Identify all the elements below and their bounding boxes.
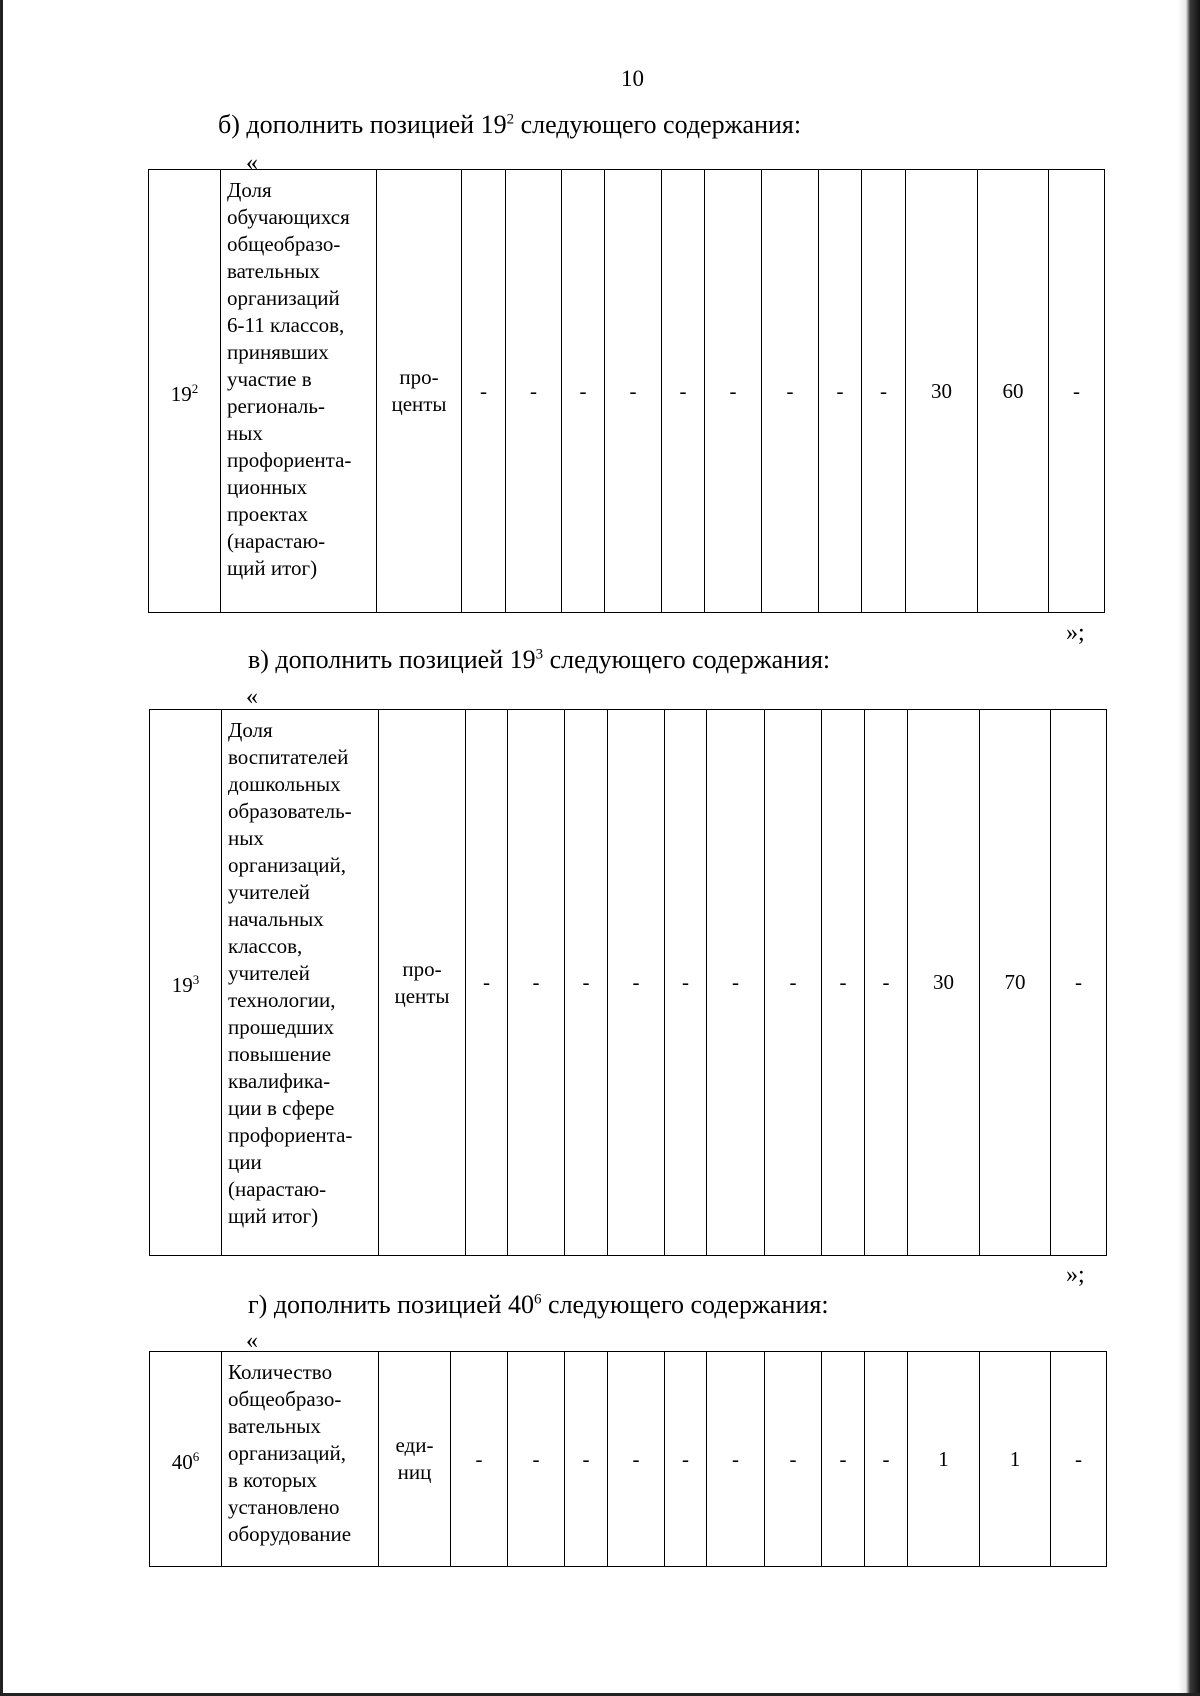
description-line: щий итог) — [228, 1204, 319, 1228]
value-cell: - — [605, 170, 662, 613]
value-cell: - — [451, 1352, 508, 1567]
description-line: профориента- — [227, 448, 352, 472]
unit-line: центы — [391, 392, 447, 416]
indicator-description — [222, 1352, 379, 1567]
scan-edge — [0, 0, 3, 1696]
indicator-description — [221, 170, 377, 613]
description-line: ционных — [227, 475, 308, 499]
description-line: щий итог) — [227, 556, 318, 580]
value-cell: - — [665, 1352, 707, 1567]
value-cell: - — [1051, 1352, 1107, 1567]
description-line: установлено — [228, 1495, 340, 1519]
description-line: ных — [228, 826, 264, 850]
unit-cell — [379, 710, 466, 1256]
unit-cell — [377, 170, 462, 613]
description-line: 6-11 классов, — [227, 313, 345, 337]
position-number: $19^3$ — [150, 710, 222, 1256]
position-number: $19^2$ — [149, 170, 221, 613]
value-cell: 60 — [978, 170, 1049, 613]
description-line: учителей — [228, 961, 310, 985]
description-line: организаций — [227, 286, 340, 310]
value-cell: 30 — [908, 710, 980, 1256]
value-cell: - — [608, 710, 665, 1256]
description-line: учителей — [228, 880, 310, 904]
description-line: ных — [227, 421, 263, 445]
value-cell: - — [765, 1352, 822, 1567]
unit-line: еди- — [395, 1433, 434, 1457]
description-line: Доля — [227, 178, 272, 202]
description-line: проектах — [227, 502, 308, 526]
closing-quote: »; — [1066, 1262, 1085, 1288]
value-cell: - — [865, 1352, 908, 1567]
unit-line: ниц — [397, 1460, 432, 1484]
description-line: Количество — [228, 1360, 333, 1384]
position-number: $40^6$ — [150, 1352, 222, 1567]
value-cell: - — [1051, 710, 1107, 1256]
value-cell: - — [862, 170, 906, 613]
scan-edge — [1178, 0, 1200, 1696]
value-cell: - — [705, 170, 762, 613]
value-cell: - — [562, 170, 605, 613]
value-cell: - — [707, 710, 765, 1256]
position-table — [149, 1351, 1107, 1567]
description-line: общеобразо- — [227, 232, 341, 256]
description-line: профориента- — [228, 1123, 353, 1147]
description-line: в которых — [228, 1468, 318, 1492]
value-cell: 1 — [908, 1352, 980, 1567]
position-table — [148, 169, 1105, 613]
description-line: прошедших — [228, 1015, 335, 1039]
table-row — [150, 710, 1107, 1256]
value-cell: - — [822, 1352, 865, 1567]
position-table — [149, 709, 1107, 1256]
description-line: (нарастаю- — [228, 1177, 327, 1201]
description-line: принявших — [227, 340, 329, 364]
value-cell: - — [565, 1352, 608, 1567]
description-line: общеобразо- — [228, 1387, 342, 1411]
value-cell: 70 — [980, 710, 1051, 1256]
opening-quote: « — [246, 1328, 258, 1354]
description-line: Доля — [228, 718, 273, 742]
value-cell: - — [822, 710, 865, 1256]
description-line: повышение — [228, 1042, 332, 1066]
value-cell: - — [665, 710, 707, 1256]
opening-quote: « — [246, 684, 258, 710]
page-number: 10 — [621, 66, 644, 91]
table-row — [150, 1352, 1107, 1567]
value-cell: - — [506, 170, 562, 613]
value-cell: - — [819, 170, 862, 613]
description-line: воспитателей — [228, 745, 349, 769]
description-line: образователь- — [228, 799, 352, 823]
section-heading: б) дополнить позицией $19^2$ следующего содержания: — [218, 110, 802, 139]
description-line: классов, — [228, 934, 303, 958]
value-cell: 1 — [980, 1352, 1051, 1567]
value-cell: - — [865, 710, 908, 1256]
description-line: квалифика- — [228, 1069, 331, 1093]
closing-quote: »; — [1066, 620, 1085, 646]
table-row — [149, 170, 1105, 613]
section-heading: г) дополнить позицией $40^6$ следующего содержания: — [248, 1290, 829, 1319]
value-cell: - — [565, 710, 608, 1256]
value-cell: - — [608, 1352, 665, 1567]
section-heading: в) дополнить позицией $19^3$ следующего содержания: — [248, 645, 831, 674]
description-line: участие в — [227, 367, 312, 391]
value-cell: - — [765, 710, 822, 1256]
unit-line: про- — [402, 956, 442, 981]
description-line: (нарастаю- — [227, 529, 326, 553]
description-line: начальных — [228, 907, 324, 931]
description-line: ции в сфере — [228, 1096, 335, 1120]
value-cell: 30 — [906, 170, 978, 613]
unit-cell — [379, 1352, 451, 1567]
value-cell: - — [1049, 170, 1105, 613]
description-line: региональ- — [227, 394, 325, 418]
value-cell: - — [762, 170, 819, 613]
value-cell: - — [662, 170, 705, 613]
value-cell: - — [462, 170, 506, 613]
value-cell: - — [508, 1352, 565, 1567]
unit-line: про- — [399, 365, 439, 389]
value-cell: - — [466, 710, 508, 1256]
value-cell: - — [508, 710, 565, 1256]
description-line: технологии, — [228, 988, 336, 1012]
value-cell: - — [707, 1352, 765, 1567]
unit-line: центы — [394, 983, 450, 1008]
description-line: обучающихся — [227, 205, 350, 229]
description-line: оборудование — [228, 1522, 352, 1546]
indicator-description — [222, 710, 379, 1256]
description-line: организаций, — [228, 1441, 346, 1465]
description-line: ции — [228, 1150, 262, 1174]
opening-quote: « — [246, 150, 258, 176]
description-line: вательных — [228, 1414, 321, 1438]
description-line: организаций, — [228, 853, 346, 877]
description-line: дошкольных — [228, 772, 341, 796]
description-line: вательных — [227, 259, 320, 283]
